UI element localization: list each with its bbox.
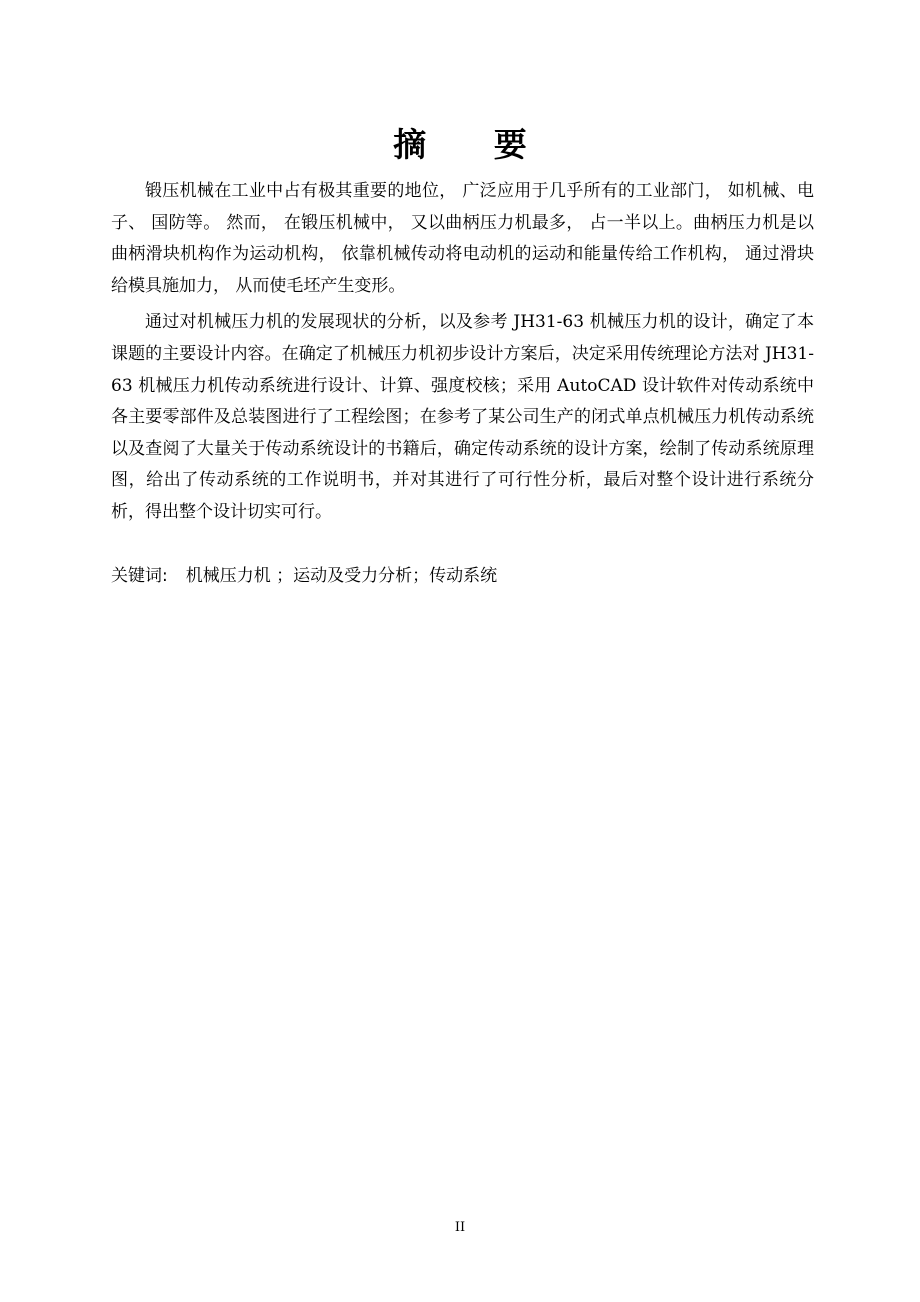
abstract-body	[111, 176, 814, 529]
abstract-paragraph-1: 锻压机械在工业中占有极其重要的地位， 广泛应用于几乎所有的工业部门， 如机械、电子、 国防等。 然而， 在锻压机械中， 又以曲柄压力机最多， 占一半以上。曲柄压力机是以曲柄滑块机构作为运动机构， 依靠机械传动将电动机的运动和能量传给工作机构， 通过滑块给模具施加力， 从而使毛坯产生变形。	[111, 181, 814, 296]
keywords-label: 关键词:	[111, 566, 168, 586]
abstract-paragraph-2: 通过对机械压力机的发展现状的分析，以及参考 JH31-63 机械压力机的设计，确定了本课题的主要设计内容。在确定了机械压力机初步设计方案后，决定采用传统理论方法对 JH31-63 机械压力机传动系统进行设计、计算、强度校核；采用 AutoCAD 设计软件对传动系统中各主要零部件及总装图进行了工程绘图；在参考了某公司生产的闭式单点机械压力机传动系统以及查阅了大量关于传动系统设计的书籍后，确定传动系统的设计方案，绘制了传动系统原理图，给出了传动系统的工作说明书，并对其进行了可行性分析，最后对整个设计进行系统分析，得出整个设计切实可行。	[111, 312, 814, 522]
keywords-text: 机械压力机 ；运动及受力分析；传动系统	[185, 566, 498, 586]
page-title: 摘 要	[393, 125, 555, 164]
keywords-line	[111, 562, 814, 590]
page-number: II	[454, 1220, 466, 1235]
